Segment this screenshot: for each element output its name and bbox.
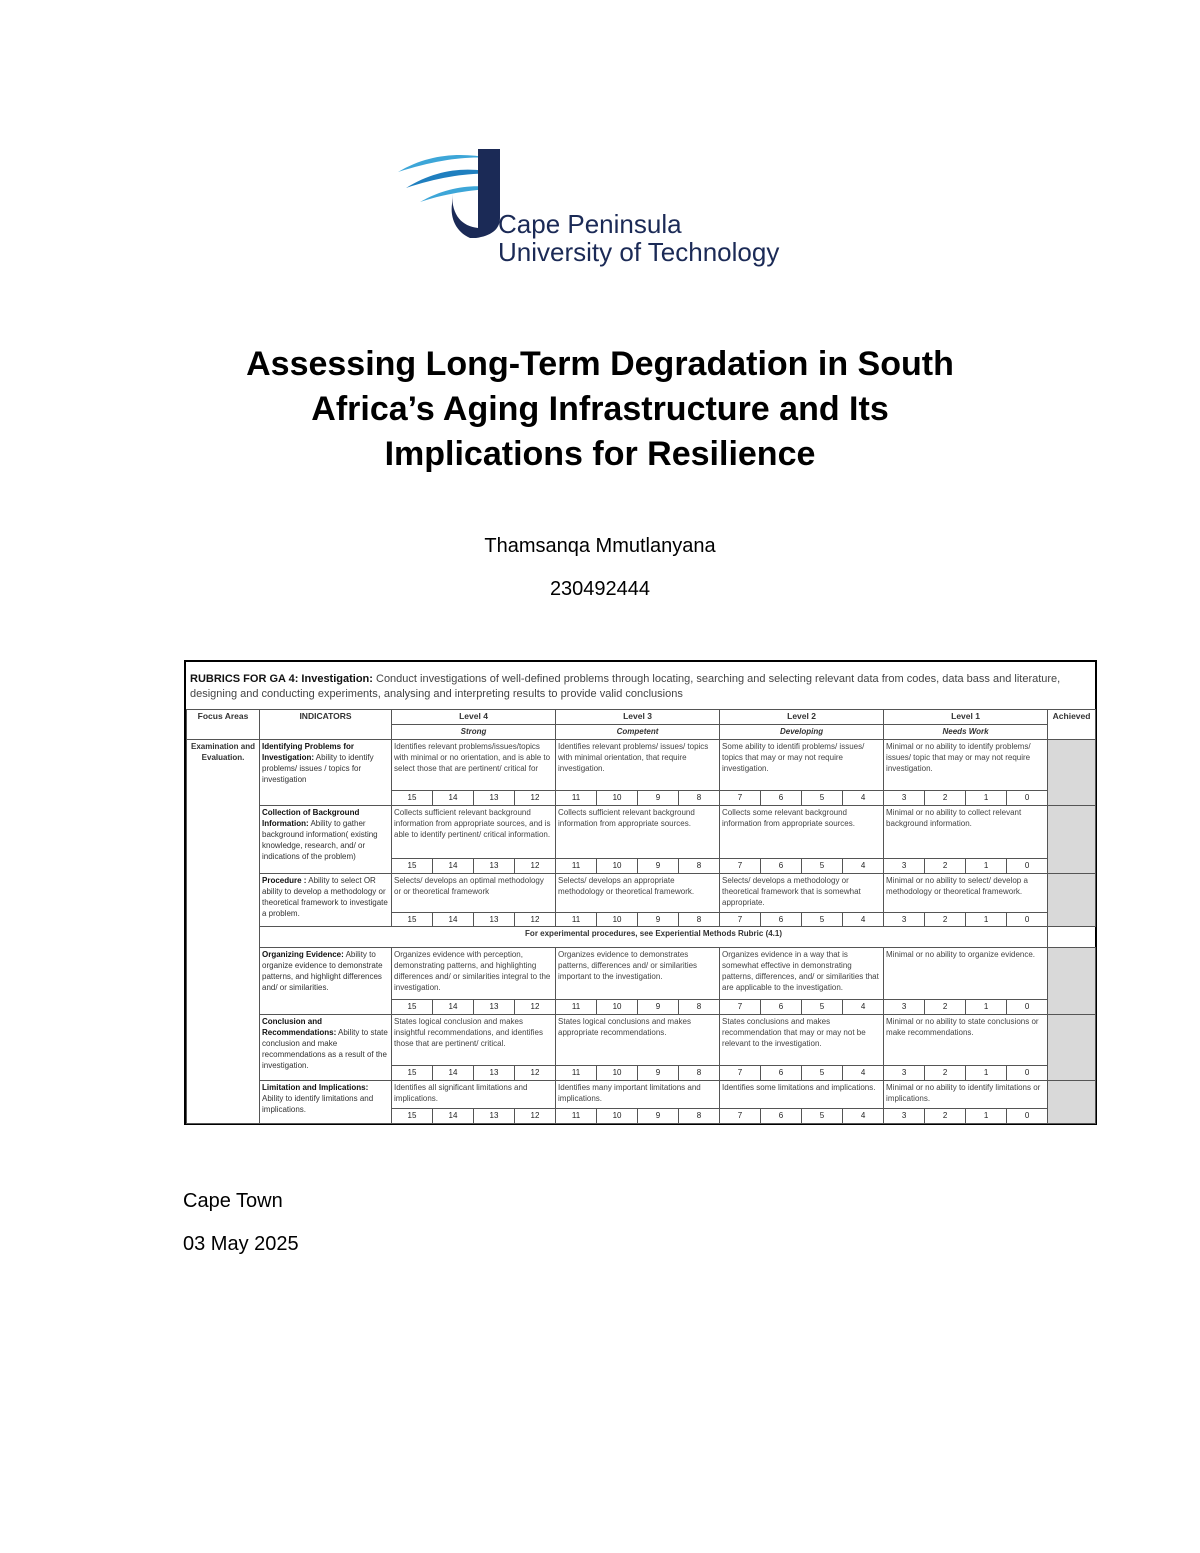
score-cell: 14 xyxy=(433,791,474,805)
score-cell: 6 xyxy=(761,1000,802,1014)
score-cell: 8 xyxy=(679,1066,720,1080)
score-cell: 14 xyxy=(433,912,474,926)
indicator-description: Ability to gather background information( existing knowledge, research, and/ or indications of the problem) xyxy=(262,818,378,861)
score-cell: 8 xyxy=(679,1109,720,1124)
level-description: Some ability to identifi problems/ issues/ topics that may or may not require investigation. xyxy=(720,739,884,790)
indicator-cell xyxy=(260,739,392,805)
logo-c-mark xyxy=(452,149,500,238)
achieved-cell xyxy=(1048,739,1096,805)
achieved-cell xyxy=(1048,805,1096,873)
score-cell: 9 xyxy=(638,859,679,873)
score-cell: 1 xyxy=(966,1000,1007,1014)
logo-text-line1: Cape Peninsula xyxy=(498,209,682,239)
level-description: Identifies some limitations and implications. xyxy=(720,1080,884,1109)
score-cell: 1 xyxy=(966,791,1007,805)
level-description: Selects/ develops an optimal methodology or or theoretical framework xyxy=(392,873,556,912)
score-cell: 9 xyxy=(638,791,679,805)
rubric-title-text: Conduct investigations of well-defined problems through locating, searching and selecting relevant data from codes, data bass and literature, designing and conducting experiments, analysing and interpreting results to provide valid conclusions xyxy=(190,673,1061,700)
score-cell: 9 xyxy=(638,1000,679,1014)
score-cell: 6 xyxy=(761,791,802,805)
score-cell: 11 xyxy=(556,1066,597,1080)
level-description: Selects/ develops an appropriate methodology or theoretical framework. xyxy=(556,873,720,912)
score-cell: 4 xyxy=(843,1066,884,1080)
level-description: Collects sufficient relevant background information from appropriate sources. xyxy=(556,805,720,859)
level-description: Collects some relevant background information from appropriate sources. xyxy=(720,805,884,859)
score-cell: 12 xyxy=(515,859,556,873)
achieved-cell xyxy=(1048,1080,1096,1123)
score-cell: 1 xyxy=(966,912,1007,926)
indicator-cell xyxy=(260,947,392,1014)
level-description: States conclusions and makes recommendation that may or may not be relevant to the investigation. xyxy=(720,1014,884,1065)
indicator-description: Ability to select OR ability to develop a methodology or theoretical framework to investigate a problem. xyxy=(262,875,388,918)
level-description: Identifies relevant problems/issues/topics with minimal or no orientation, and is able to select those that are pertinent/ critical for xyxy=(392,739,556,790)
level-description: Minimal or no ability to organize evidence. xyxy=(884,947,1048,1000)
logo-wave-1 xyxy=(398,155,490,172)
score-cell: 6 xyxy=(761,1109,802,1124)
rubric-image xyxy=(184,660,1097,1125)
level-description: Identifies many important limitations and implications. xyxy=(556,1080,720,1109)
level-description: Minimal or no ability to identify problems/ issues/ topic that may or may not require investigation. xyxy=(884,739,1048,790)
score-cell: 8 xyxy=(679,791,720,805)
score-cell: 11 xyxy=(556,1109,597,1124)
indicator-description: Ability to identify limitations and implications. xyxy=(262,1093,374,1114)
score-cell: 3 xyxy=(884,1000,925,1014)
indicator-description: Ability to state conclusion and make recommendations as a result of the investigation. xyxy=(262,1027,388,1070)
score-cell: 15 xyxy=(392,859,433,873)
rubric-note: For experimental procedures, see Experiential Methods Rubric (4.1) xyxy=(260,927,1048,948)
score-cell: 7 xyxy=(720,1066,761,1080)
score-cell: 4 xyxy=(843,859,884,873)
achieved-cell xyxy=(1048,1014,1096,1080)
level-description: States logical conclusions and makes appropriate recommendations. xyxy=(556,1014,720,1065)
score-cell: 5 xyxy=(802,791,843,805)
score-cell: 14 xyxy=(433,1109,474,1124)
score-cell: 10 xyxy=(597,912,638,926)
score-cell: 9 xyxy=(638,1109,679,1124)
score-cell: 7 xyxy=(720,1000,761,1014)
score-cell: 14 xyxy=(433,1066,474,1080)
score-cell: 11 xyxy=(556,791,597,805)
score-cell: 7 xyxy=(720,912,761,926)
document-title xyxy=(150,342,1050,477)
score-cell: 1 xyxy=(966,859,1007,873)
score-cell: 5 xyxy=(802,912,843,926)
score-cell: 2 xyxy=(925,912,966,926)
level-description: Identifies all significant limitations and implications. xyxy=(392,1080,556,1109)
rubric-table xyxy=(186,709,1096,1124)
score-cell: 10 xyxy=(597,1000,638,1014)
indicator-cell xyxy=(260,873,392,927)
indicator-name: Conclusion and Recommendations: xyxy=(262,1016,337,1037)
score-cell: 4 xyxy=(843,791,884,805)
score-cell: 15 xyxy=(392,1066,433,1080)
score-cell: 2 xyxy=(925,1000,966,1014)
achieved-cell xyxy=(1048,873,1096,927)
score-cell: 15 xyxy=(392,1109,433,1124)
score-cell: 4 xyxy=(843,1109,884,1124)
score-cell: 0 xyxy=(1007,859,1048,873)
score-cell: 5 xyxy=(802,1066,843,1080)
indicator-cell xyxy=(260,1014,392,1080)
score-cell: 6 xyxy=(761,912,802,926)
score-cell: 8 xyxy=(679,1000,720,1014)
rubric-header-row xyxy=(187,710,1096,725)
author-name: Thamsanqa Mmutlanyana xyxy=(484,535,716,557)
score-cell: 13 xyxy=(474,1066,515,1080)
indicator-cell xyxy=(260,805,392,873)
score-cell: 14 xyxy=(433,1000,474,1014)
level-header: Level 4 xyxy=(392,710,556,725)
rubric-row xyxy=(187,739,1096,790)
level-subheader: Strong xyxy=(392,725,556,739)
score-cell: 12 xyxy=(515,1066,556,1080)
title-line: Assessing Long-Term Degradation in South xyxy=(246,345,954,383)
level-header: Level 1 xyxy=(884,710,1048,725)
score-cell: 10 xyxy=(597,1066,638,1080)
score-cell: 13 xyxy=(474,1109,515,1124)
score-cell: 0 xyxy=(1007,1000,1048,1014)
title-line: Africa’s Aging Infrastructure and Its xyxy=(311,390,889,428)
score-cell: 4 xyxy=(843,912,884,926)
level-description: Identifies relevant problems/ issues/ topics with minimal orientation, that require investigation. xyxy=(556,739,720,790)
indicator-name: Collection of Background Information: xyxy=(262,807,360,828)
level-description: Collects sufficient relevant background information from appropriate sources, and is able to identify pertinent/ critical information. xyxy=(392,805,556,859)
rubric-row xyxy=(187,1014,1096,1065)
level-subheader: Developing xyxy=(720,725,884,739)
score-cell: 1 xyxy=(966,1066,1007,1080)
score-cell: 13 xyxy=(474,859,515,873)
level-subheader: Competent xyxy=(556,725,720,739)
score-cell: 12 xyxy=(515,1000,556,1014)
indicator-cell xyxy=(260,1080,392,1123)
score-cell: 7 xyxy=(720,791,761,805)
level-header: Level 3 xyxy=(556,710,720,725)
score-cell: 2 xyxy=(925,791,966,805)
score-cell: 0 xyxy=(1007,1109,1048,1124)
focus-area: Examination and Evaluation. xyxy=(187,739,260,1123)
score-cell: 13 xyxy=(474,1000,515,1014)
score-cell: 0 xyxy=(1007,912,1048,926)
score-cell: 6 xyxy=(761,1066,802,1080)
rubric-title-bold: RUBRICS FOR GA 4: Investigation: xyxy=(190,673,373,685)
indicator-description: Ability to identify problems/ issues / topics for investigation xyxy=(262,752,374,784)
score-cell: 3 xyxy=(884,791,925,805)
score-cell: 14 xyxy=(433,859,474,873)
score-cell: 11 xyxy=(556,1000,597,1014)
score-cell: 3 xyxy=(884,912,925,926)
score-cell: 3 xyxy=(884,1109,925,1124)
score-cell: 10 xyxy=(597,1109,638,1124)
rubric-note-row xyxy=(187,927,1096,948)
indicators-header: INDICATORS xyxy=(260,710,392,740)
score-cell: 5 xyxy=(802,1000,843,1014)
rubric-title xyxy=(190,672,1092,702)
score-cell: 12 xyxy=(515,791,556,805)
score-cell: 11 xyxy=(556,859,597,873)
score-cell: 13 xyxy=(474,912,515,926)
score-cell: 9 xyxy=(638,1066,679,1080)
focus-areas-header: Focus Areas xyxy=(187,710,260,740)
level-description: Minimal or no ability to select/ develop a methodology or theoretical framework. xyxy=(884,873,1048,912)
achieved-header: Achieved xyxy=(1048,710,1096,740)
score-cell: 15 xyxy=(392,791,433,805)
level-description: Minimal or no ability to identify limitations or implications. xyxy=(884,1080,1048,1109)
level-description: States logical conclusion and makes insightful recommendations, and identifies those that are pertinent/ critical. xyxy=(392,1014,556,1065)
title-line: Implications for Resilience xyxy=(384,435,816,473)
score-cell: 5 xyxy=(802,859,843,873)
score-cell: 11 xyxy=(556,912,597,926)
score-cell: 9 xyxy=(638,912,679,926)
indicator-name: Procedure : xyxy=(262,875,307,885)
score-cell: 7 xyxy=(720,859,761,873)
date: 03 May 2025 xyxy=(183,1233,299,1255)
score-cell: 7 xyxy=(720,1109,761,1124)
level-description: Minimal or no ability to collect relevant background information. xyxy=(884,805,1048,859)
score-cell: 10 xyxy=(597,859,638,873)
logo-text-line2: University of Technology xyxy=(498,237,780,267)
level-header: Level 2 xyxy=(720,710,884,725)
rubric-row xyxy=(187,805,1096,859)
score-cell: 12 xyxy=(515,912,556,926)
score-cell: 0 xyxy=(1007,1066,1048,1080)
level-description: Selects/ develops a methodology or theoretical framework that is somewhat appropriate. xyxy=(720,873,884,912)
score-cell: 12 xyxy=(515,1109,556,1124)
indicator-name: Organizing Evidence: xyxy=(262,949,344,959)
score-cell: 13 xyxy=(474,791,515,805)
score-cell: 2 xyxy=(925,1066,966,1080)
level-subheader: Needs Work xyxy=(884,725,1048,739)
rubric-row xyxy=(187,947,1096,1000)
rubric-row xyxy=(187,873,1096,912)
level-description: Organizes evidence in a way that is somewhat effective in demonstrating patterns, differences, and/ or similarities that are applicable to the investigation. xyxy=(720,947,884,1000)
indicator-description: Ability to organize evidence to demonstrate patterns, and highlight differences and/ or similarities. xyxy=(262,949,383,992)
rubric-row xyxy=(187,1080,1096,1109)
level-description: Minimal or no ability to state conclusions or make recommendations. xyxy=(884,1014,1048,1065)
score-cell: 15 xyxy=(392,912,433,926)
score-cell: 6 xyxy=(761,859,802,873)
place: Cape Town xyxy=(183,1190,283,1212)
university-logo xyxy=(398,146,788,271)
achieved-cell xyxy=(1048,947,1096,1014)
score-cell: 0 xyxy=(1007,791,1048,805)
score-cell: 10 xyxy=(597,791,638,805)
indicator-name: Identifying Problems for Investigation: xyxy=(262,741,355,762)
score-cell: 8 xyxy=(679,912,720,926)
score-cell: 2 xyxy=(925,1109,966,1124)
score-cell: 1 xyxy=(966,1109,1007,1124)
level-description: Organizes evidence with perception, demonstrating patterns, and highlighting differences and/ or similarities integral to the investigation. xyxy=(392,947,556,1000)
score-cell: 2 xyxy=(925,859,966,873)
student-number: 230492444 xyxy=(549,578,651,600)
score-cell: 15 xyxy=(392,1000,433,1014)
score-cell: 3 xyxy=(884,859,925,873)
score-cell: 8 xyxy=(679,859,720,873)
score-cell: 5 xyxy=(802,1109,843,1124)
score-cell: 4 xyxy=(843,1000,884,1014)
indicator-name: Limitation and Implications: xyxy=(262,1082,369,1092)
score-cell: 3 xyxy=(884,1066,925,1080)
level-description: Organizes evidence to demonstrates patterns, differences and/ or similarities important to the investigation. xyxy=(556,947,720,1000)
